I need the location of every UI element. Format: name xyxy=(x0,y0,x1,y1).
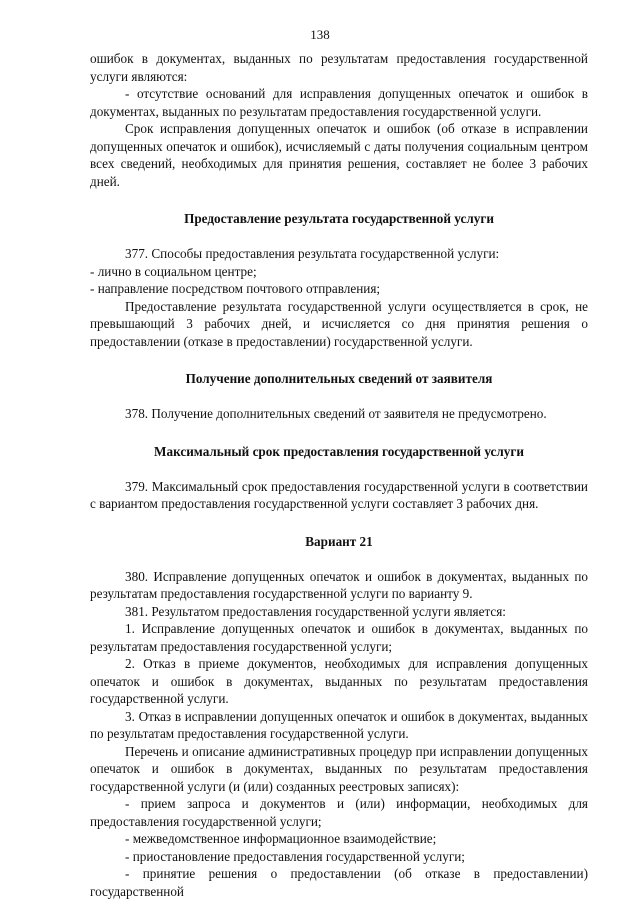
list-item: 2. Отказ в приеме документов, необходимых для исправления допущенных опечаток и ошибок в документах, выданных по результатам предоставления государственной услуги. xyxy=(90,656,588,706)
paragraph: Перечень и описание административных процедур при исправлении допущенных опечаток и ошибок в документах, выданных по результатам предоставления государственной услуги (и (или) созданных реестровых записях): xyxy=(90,743,588,794)
bullet-item: - отсутствие оснований для исправления допущенных опечаток и ошибок в документах, выданных по результатам предоставления государственной услуги. xyxy=(90,86,588,119)
section-heading: Получение дополнительных сведений от заявителя xyxy=(185,371,493,386)
paragraph: Срок исправления допущенных опечаток и ошибок (об отказе в исправлении допущенных опечаток и ошибок), исчисляемый с даты получения социальным центром всех сведений, необходимых для принятия решения, составляет не более 3 рабочих дней. xyxy=(90,121,588,189)
paragraph: 378. Получение дополнительных сведений от заявителя не предусмотрено. xyxy=(125,406,547,421)
page-number: 138 xyxy=(310,27,330,42)
paragraph: 380. Исправление допущенных опечаток и ошибок в документах, выданных по результатам предоставления государственной услуги по варианту 9. xyxy=(90,568,588,601)
paragraph: ошибок в документах, выданных по результатам предоставления государственной услуги являются: xyxy=(90,51,588,84)
paragraph: 381. Результатом предоставления государственной услуги является: xyxy=(125,603,506,619)
bullet-item: - принятие решения о предоставлении (об отказе в предоставлении) государственной xyxy=(90,866,588,899)
bullet-item: - прием запроса и документов и (или) информации, необходимых для предоставления государственной услуги; xyxy=(90,796,588,829)
paragraph: Предоставление результата государственной услуги осуществляется в срок, не превышающий 3 рабочих дней, и исчисляется со дня принятия решения о предоставлении (отказе в предоставлении) государственной услуги. xyxy=(90,298,588,349)
bullet-item: - межведомственное информационное взаимодействие; xyxy=(125,831,437,846)
list-item: 3. Отказ в исправлении допущенных опечаток и ошибок в документах, выданных по результатам предоставления государственной услуги. xyxy=(90,708,588,741)
list-item: 1. Исправление допущенных опечаток и ошибок в документах, выданных по результатам предоставления государственной услуги; xyxy=(90,621,588,654)
section-heading: Максимальный срок предоставления государственной услуги xyxy=(154,443,524,459)
bullet-item: - лично в социальном центре; xyxy=(90,263,257,279)
page-content xyxy=(90,50,588,900)
bullet-item: - направление посредством почтового отправления; xyxy=(90,281,381,296)
paragraph: 377. Способы предоставления результата государственной услуги: xyxy=(125,246,500,261)
bullet-item: - приостановление предоставления государственной услуги; xyxy=(125,848,465,864)
paragraph: 379. Максимальный срок предоставления государственной услуги в соответствии с вариантом предоставления государственной услуги составляет 3 рабочих дня. xyxy=(90,478,588,511)
section-heading: Предоставление результата государственной услуги xyxy=(184,211,494,226)
section-heading: Вариант 21 xyxy=(305,533,373,549)
